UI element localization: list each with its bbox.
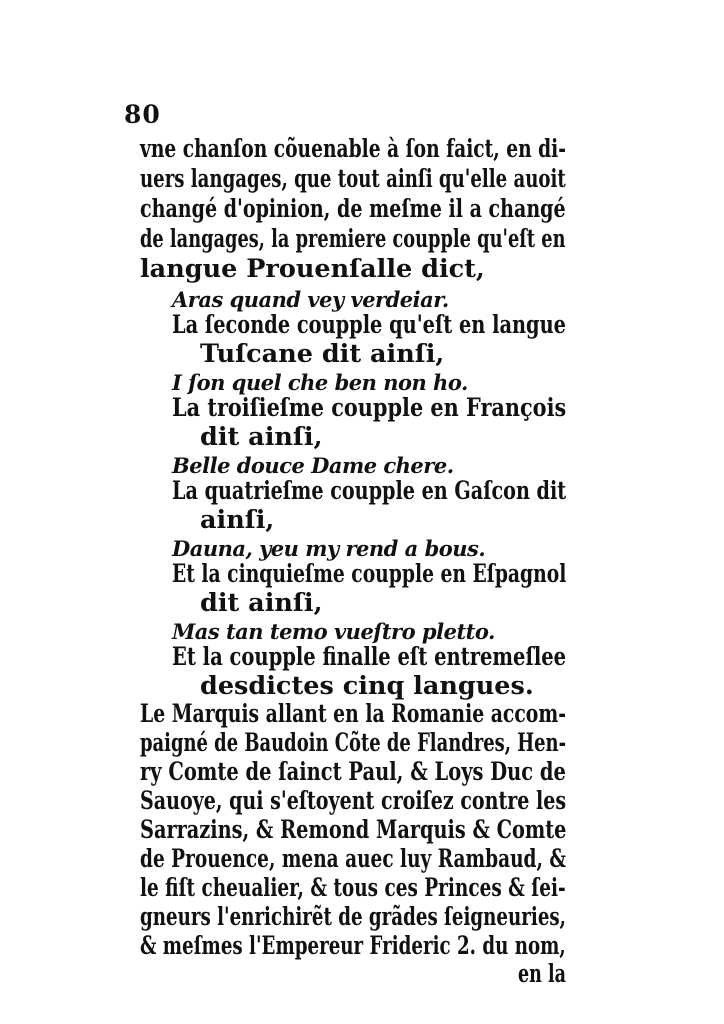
- text-line: Et la coupple finalle eſt entremeſlee: [172, 642, 567, 672]
- text-line: & meſmes l'Empereur Frideric 2. du nom,: [140, 931, 566, 961]
- text-line: Et la cinquieſme coupple en Eſpagnol: [172, 559, 567, 589]
- text-line: de langages, la premiere coupple qu'eſt en: [140, 224, 566, 254]
- text-line: dit ainſi,: [200, 588, 323, 618]
- text-line: le fiſt cheualier, & tous ces Princes & ſei-: [140, 873, 566, 903]
- text-line: gneurs l'enrichirẽt de grãdes ſeigneuries,: [140, 902, 567, 932]
- text-line: vne chanſon cõuenable à ſon faict, en di-: [140, 134, 566, 164]
- text-line: La ſeconde coupple qu'eſt en langue: [172, 310, 566, 340]
- text-line: Sarrazins, & Remond Marquis & Comte: [140, 815, 567, 845]
- text-line: La quatrieſme coupple en Gaſcon dit: [172, 476, 567, 506]
- catchword: en la: [518, 959, 566, 989]
- text-line: langue Prouenſalle dict,: [140, 254, 485, 284]
- text-line: desdictes cinq langues.: [200, 671, 534, 701]
- text-line: uers langages, que tout ainſi qu'elle auoit: [140, 164, 566, 194]
- verse-line: Belle douce Dame chere.: [172, 453, 454, 478]
- page-number: 80: [124, 100, 161, 129]
- verse-line: Mas tan temo vueſtro pletto.: [172, 619, 495, 644]
- text-line: ainſi,: [200, 505, 275, 535]
- verse-line: Aras quand vey verdeiar.: [172, 287, 449, 312]
- text-line: de Prouence, mena auec luy Rambaud, &: [140, 844, 567, 874]
- text-line: Tuſcane dit ainſi,: [200, 339, 445, 369]
- text-line: changé d'opinion, de meſme il a changé: [140, 194, 566, 224]
- text-line: dit ainſi,: [200, 422, 323, 452]
- text-line: La troiſieſme coupple en François: [172, 393, 567, 423]
- text-line: Sauoye, qui s'eſtoyent croiſez contre les: [140, 786, 567, 816]
- text-line: ry Comte de ſainct Paul, & Loys Duc de: [140, 757, 566, 787]
- text-line: Le Marquis allant en la Romanie accom-: [140, 699, 567, 729]
- verse-line: Dauna, yeu my rend a bous.: [172, 536, 486, 561]
- text-line: paigné de Baudoin Cõte de Flandres, Hen-: [140, 728, 567, 758]
- verse-line: I ſon quel che ben non ho.: [172, 370, 468, 395]
